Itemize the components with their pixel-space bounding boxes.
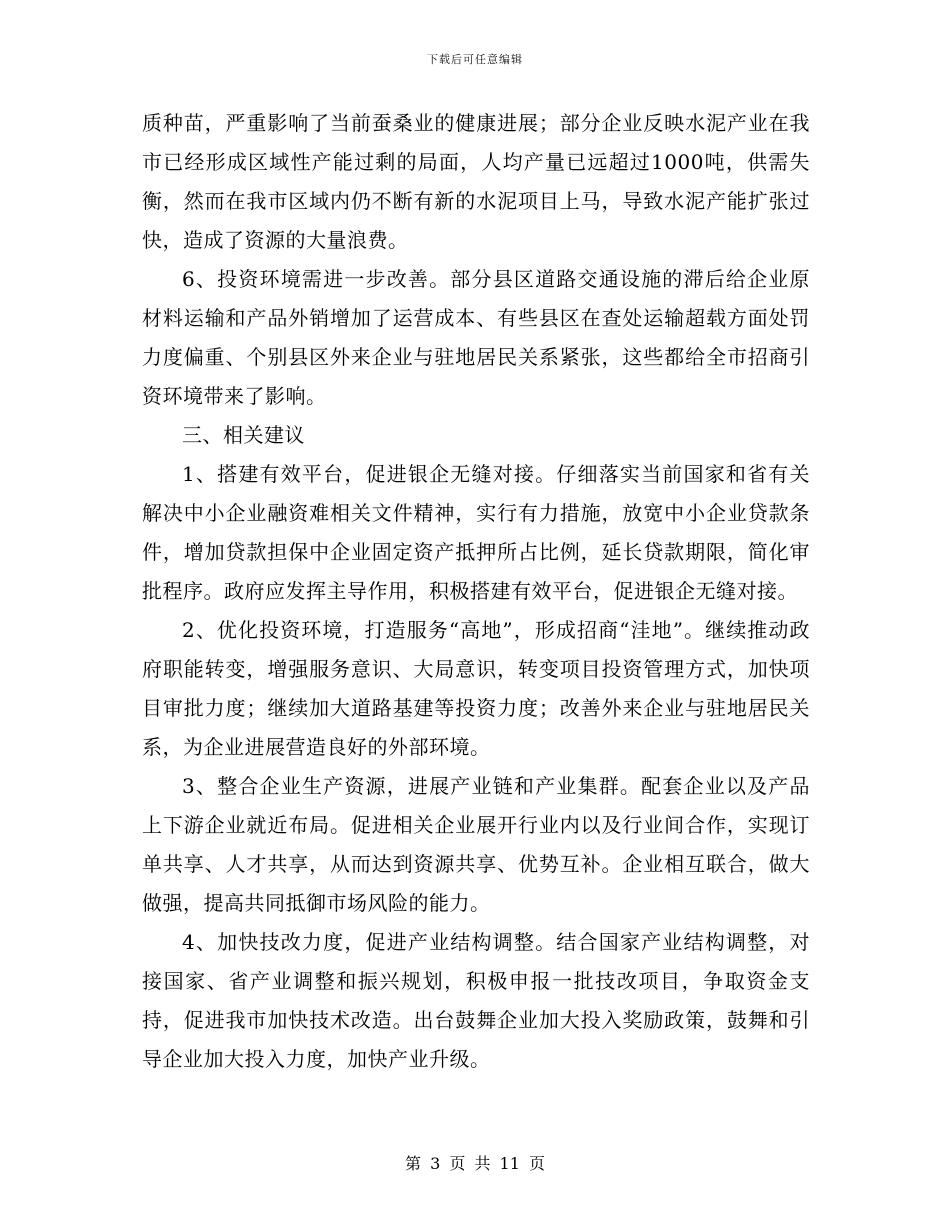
page-header: 下载后可任意编辑: [427, 53, 523, 66]
paragraph-recommendation-4: 4、加快技改力度，促进产业结构调整。结合国家产业结构调整，对接国家、省产业调整和振兴规划，积极申报一批技改项目，争取资金支持，促进我市加快技术改造。出台鼓舞企业加大投入奖励政策，鼓舞和引导企业加大投入力度，加快产业升级。: [142, 930, 810, 1071]
page-footer: 第 3 页 共 11 页: [405, 1154, 545, 1173]
paragraph-recommendation-1: 1、搭建有效平台，促进银企无缝对接。仔细落实当前国家和省有关解决中小企业融资难相关文件精神，实行有力措施，放宽中小企业贷款条件，增加贷款担保中企业固定资产抵押所占比例，延长贷款期限，简化审批程序。政府应发挥主导作用，积极搭建有效平台，促进银企无缝对接。: [142, 462, 810, 603]
paragraph-investment-environment: 6、投资环境需进一步改善。部分县区道路交通设施的滞后给企业原材料运输和产品外销增加了运营成本、有些县区在查处运输超载方面处罚力度偏重、个别县区外来企业与驻地居民关系紧张，这些都给全市招商引资环境带来了影响。: [142, 267, 810, 408]
paragraph-recommendation-2: 2、优化投资环境，打造服务“高地”，形成招商“洼地”。继续推动政府职能转变，增强服务意识、大局意识，转变项目投资管理方式，加快项目审批力度；继续加大道路基建等投资力度；改善外来企业与驻地居民关系，为企业进展营造良好的外部环境。: [142, 618, 810, 759]
paragraph-recommendation-3: 3、整合企业生产资源，进展产业链和产业集群。配套企业以及产品上下游企业就近布局。促进相关企业展开行业内以及行业间合作，实现订单共享、人才共享，从而达到资源共享、优势互补。企业相互联合，做大做强，提高共同抵御市场风险的能力。: [142, 774, 810, 915]
paragraph-continuation: 质种苗，严重影响了当前蚕桑业的健康进展；部分企业反映水泥产业在我市已经形成区域性产能过剩的局面，人均产量已远超过1000吨，供需失衡，然而在我市区域内仍不断有新的水泥项目上马，导致水泥产能扩张过快，造成了资源的大量浪费。: [142, 111, 810, 252]
section-heading-recommendations: 三、相关建议: [182, 423, 305, 447]
document-body: [142, 104, 810, 1079]
